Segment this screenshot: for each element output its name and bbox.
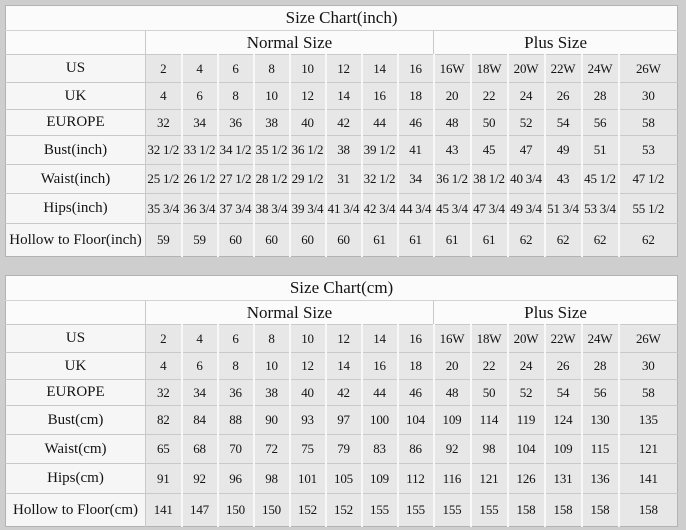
size-cell: 79 <box>326 435 362 464</box>
size-cell: 2 <box>146 325 182 353</box>
size-cell: 26 <box>545 83 582 110</box>
size-cell: 90 <box>254 406 290 435</box>
size-cell: 46 <box>398 380 434 406</box>
size-cell: 59 <box>146 224 182 257</box>
size-cell: 47 3/4 <box>471 194 508 224</box>
group-header-normal-size: Normal Size <box>146 301 434 325</box>
size-cell: 20 <box>434 83 471 110</box>
size-cell: 40 3/4 <box>508 165 545 194</box>
table-row <box>6 224 678 257</box>
size-cell: 10 <box>290 325 326 353</box>
row-label: Waist(inch) <box>6 165 146 194</box>
size-cell: 42 3/4 <box>362 194 398 224</box>
size-cell: 52 <box>508 110 545 136</box>
size-cell: 82 <box>146 406 182 435</box>
size-cell: 109 <box>434 406 471 435</box>
size-cell: 16 <box>362 83 398 110</box>
size-cell: 68 <box>182 435 218 464</box>
size-cell: 53 3/4 <box>582 194 619 224</box>
size-cell: 98 <box>471 435 508 464</box>
size-cell: 54 <box>545 380 582 406</box>
size-cell: 43 <box>545 165 582 194</box>
size-cell: 43 <box>434 136 471 165</box>
size-cell: 61 <box>471 224 508 257</box>
size-cell: 70 <box>218 435 254 464</box>
size-cell: 49 <box>545 136 582 165</box>
size-cell: 52 <box>508 380 545 406</box>
size-cell: 32 1/2 <box>362 165 398 194</box>
size-cell: 16W <box>434 325 471 353</box>
size-cell: 51 <box>582 136 619 165</box>
size-cell: 47 1/2 <box>619 165 678 194</box>
size-cell: 109 <box>545 435 582 464</box>
size-cell: 18W <box>471 325 508 353</box>
size-cell: 34 <box>182 380 218 406</box>
size-cell: 60 <box>326 224 362 257</box>
size-cell: 42 <box>326 110 362 136</box>
table-row <box>6 494 678 527</box>
size-cell: 50 <box>471 380 508 406</box>
size-cell: 18 <box>398 353 434 380</box>
size-cell: 65 <box>146 435 182 464</box>
size-cell: 56 <box>582 380 619 406</box>
size-cell: 22W <box>545 55 582 83</box>
size-cell: 54 <box>545 110 582 136</box>
table-row <box>6 325 678 353</box>
size-cell: 98 <box>254 464 290 494</box>
size-cell: 22W <box>545 325 582 353</box>
size-cell: 6 <box>182 353 218 380</box>
size-cell: 41 3/4 <box>326 194 362 224</box>
size-cell: 48 <box>434 380 471 406</box>
size-cell: 28 <box>582 83 619 110</box>
table-row <box>6 353 678 380</box>
size-cell: 26W <box>619 55 678 83</box>
size-cell: 36 1/2 <box>290 136 326 165</box>
table-row <box>6 380 678 406</box>
corner-cell <box>6 301 146 325</box>
size-cell: 4 <box>182 325 218 353</box>
size-cell: 12 <box>326 55 362 83</box>
size-cell: 150 <box>254 494 290 527</box>
size-cell: 26 1/2 <box>182 165 218 194</box>
size-cell: 38 <box>326 136 362 165</box>
size-cell: 60 <box>290 224 326 257</box>
row-label: Hollow to Floor(inch) <box>6 224 146 257</box>
size-cell: 20W <box>508 325 545 353</box>
size-cell: 59 <box>182 224 218 257</box>
size-cell: 37 3/4 <box>218 194 254 224</box>
size-cell: 38 <box>254 380 290 406</box>
size-cell: 155 <box>434 494 471 527</box>
size-cell: 33 1/2 <box>182 136 218 165</box>
size-cell: 100 <box>362 406 398 435</box>
size-cell: 62 <box>545 224 582 257</box>
size-cell: 109 <box>362 464 398 494</box>
size-cell: 8 <box>218 353 254 380</box>
size-cell: 152 <box>290 494 326 527</box>
size-cell: 155 <box>471 494 508 527</box>
row-label: UK <box>6 83 146 110</box>
size-cell: 104 <box>508 435 545 464</box>
size-cell: 101 <box>290 464 326 494</box>
size-cell: 92 <box>182 464 218 494</box>
size-cell: 32 <box>146 110 182 136</box>
size-cell: 45 1/2 <box>582 165 619 194</box>
size-cell: 115 <box>582 435 619 464</box>
size-cell: 8 <box>254 55 290 83</box>
table-title: Size Chart(cm) <box>6 276 678 301</box>
size-cell: 31 <box>326 165 362 194</box>
table-row <box>6 194 678 224</box>
size-cell: 83 <box>362 435 398 464</box>
table-row <box>6 435 678 464</box>
size-cell: 105 <box>326 464 362 494</box>
table-row <box>6 464 678 494</box>
size-cell: 44 <box>362 110 398 136</box>
size-cell: 61 <box>398 224 434 257</box>
size-cell: 96 <box>218 464 254 494</box>
row-label: UK <box>6 353 146 380</box>
row-label: Bust(inch) <box>6 136 146 165</box>
size-cell: 35 1/2 <box>254 136 290 165</box>
size-cell: 26 <box>545 353 582 380</box>
size-cell: 47 <box>508 136 545 165</box>
size-cell: 22 <box>471 353 508 380</box>
table-row <box>6 55 678 83</box>
size-chart-cm-table <box>5 275 678 527</box>
size-cell: 60 <box>254 224 290 257</box>
table-row <box>6 136 678 165</box>
size-cell: 36 <box>218 380 254 406</box>
size-cell: 45 <box>471 136 508 165</box>
size-cell: 62 <box>582 224 619 257</box>
group-header-plus-size: Plus Size <box>434 31 678 55</box>
row-label: Bust(cm) <box>6 406 146 435</box>
size-cell: 8 <box>254 325 290 353</box>
row-label: EUROPE <box>6 380 146 406</box>
size-cell: 55 1/2 <box>619 194 678 224</box>
size-cell: 42 <box>326 380 362 406</box>
size-cell: 25 1/2 <box>146 165 182 194</box>
size-cell: 36 <box>218 110 254 136</box>
size-cell: 150 <box>218 494 254 527</box>
size-cell: 53 <box>619 136 678 165</box>
size-cell: 28 1/2 <box>254 165 290 194</box>
row-label: Hollow to Floor(cm) <box>6 494 146 527</box>
size-cell: 75 <box>290 435 326 464</box>
size-cell: 16 <box>398 325 434 353</box>
size-cell: 44 <box>362 380 398 406</box>
size-cell: 20 <box>434 353 471 380</box>
size-cell: 10 <box>290 55 326 83</box>
size-cell: 131 <box>545 464 582 494</box>
row-label: Waist(cm) <box>6 435 146 464</box>
corner-cell <box>6 31 146 55</box>
size-cell: 121 <box>471 464 508 494</box>
size-cell: 30 <box>619 353 678 380</box>
row-label: EUROPE <box>6 110 146 136</box>
size-cell: 38 <box>254 110 290 136</box>
size-cell: 72 <box>254 435 290 464</box>
table-row <box>6 165 678 194</box>
size-cell: 27 1/2 <box>218 165 254 194</box>
size-cell: 116 <box>434 464 471 494</box>
size-cell: 2 <box>146 55 182 83</box>
size-cell: 135 <box>619 406 678 435</box>
size-cell: 40 <box>290 380 326 406</box>
group-header-plus-size: Plus Size <box>434 301 678 325</box>
size-cell: 147 <box>182 494 218 527</box>
size-cell: 51 3/4 <box>545 194 582 224</box>
size-cell: 30 <box>619 83 678 110</box>
size-cell: 29 1/2 <box>290 165 326 194</box>
size-cell: 92 <box>434 435 471 464</box>
size-cell: 18W <box>471 55 508 83</box>
size-cell: 158 <box>508 494 545 527</box>
row-label: Hips(cm) <box>6 464 146 494</box>
size-cell: 158 <box>582 494 619 527</box>
size-cell: 24W <box>582 325 619 353</box>
row-label: US <box>6 55 146 83</box>
size-cell: 141 <box>146 494 182 527</box>
size-cell: 58 <box>619 110 678 136</box>
size-cell: 34 1/2 <box>218 136 254 165</box>
size-cell: 6 <box>218 325 254 353</box>
size-cell: 12 <box>326 325 362 353</box>
size-cell: 38 3/4 <box>254 194 290 224</box>
size-cell: 88 <box>218 406 254 435</box>
size-cell: 24 <box>508 83 545 110</box>
table-title: Size Chart(inch) <box>6 6 678 31</box>
size-cell: 39 1/2 <box>362 136 398 165</box>
size-cell: 14 <box>362 325 398 353</box>
size-cell: 20W <box>508 55 545 83</box>
size-cell: 46 <box>398 110 434 136</box>
size-cell: 16 <box>398 55 434 83</box>
size-cell: 121 <box>619 435 678 464</box>
size-cell: 114 <box>471 406 508 435</box>
group-header-normal-size: Normal Size <box>146 31 434 55</box>
size-cell: 35 3/4 <box>146 194 182 224</box>
size-cell: 22 <box>471 83 508 110</box>
size-cell: 36 3/4 <box>182 194 218 224</box>
size-cell: 45 3/4 <box>434 194 471 224</box>
table-row <box>6 110 678 136</box>
size-cell: 12 <box>290 353 326 380</box>
size-cell: 41 <box>398 136 434 165</box>
size-cell: 50 <box>471 110 508 136</box>
size-cell: 36 1/2 <box>434 165 471 194</box>
row-label: US <box>6 325 146 353</box>
size-cell: 104 <box>398 406 434 435</box>
size-cell: 97 <box>326 406 362 435</box>
size-cell: 8 <box>218 83 254 110</box>
size-cell: 24W <box>582 55 619 83</box>
size-cell: 40 <box>290 110 326 136</box>
size-cell: 4 <box>146 83 182 110</box>
size-cell: 34 <box>398 165 434 194</box>
size-cell: 126 <box>508 464 545 494</box>
size-cell: 18 <box>398 83 434 110</box>
size-chart-inch-table <box>5 5 678 257</box>
size-cell: 28 <box>582 353 619 380</box>
size-cell: 61 <box>434 224 471 257</box>
size-cell: 60 <box>218 224 254 257</box>
size-cell: 48 <box>434 110 471 136</box>
size-cell: 58 <box>619 380 678 406</box>
size-cell: 6 <box>182 83 218 110</box>
size-cell: 10 <box>254 83 290 110</box>
size-cell: 136 <box>582 464 619 494</box>
size-cell: 130 <box>582 406 619 435</box>
size-cell: 38 1/2 <box>471 165 508 194</box>
size-cell: 4 <box>182 55 218 83</box>
size-cell: 124 <box>545 406 582 435</box>
size-cell: 6 <box>218 55 254 83</box>
size-cell: 14 <box>362 55 398 83</box>
size-cell: 10 <box>254 353 290 380</box>
size-cell: 62 <box>508 224 545 257</box>
size-cell: 14 <box>326 353 362 380</box>
size-cell: 24 <box>508 353 545 380</box>
size-cell: 56 <box>582 110 619 136</box>
size-cell: 141 <box>619 464 678 494</box>
table-row <box>6 406 678 435</box>
size-cell: 14 <box>326 83 362 110</box>
size-cell: 119 <box>508 406 545 435</box>
size-cell: 16 <box>362 353 398 380</box>
size-cell: 61 <box>362 224 398 257</box>
size-cell: 91 <box>146 464 182 494</box>
row-label: Hips(inch) <box>6 194 146 224</box>
size-cell: 16W <box>434 55 471 83</box>
size-cell: 49 3/4 <box>508 194 545 224</box>
size-cell: 12 <box>290 83 326 110</box>
size-cell: 86 <box>398 435 434 464</box>
size-cell: 26W <box>619 325 678 353</box>
size-cell: 152 <box>326 494 362 527</box>
size-cell: 44 3/4 <box>398 194 434 224</box>
size-cell: 93 <box>290 406 326 435</box>
size-cell: 112 <box>398 464 434 494</box>
size-cell: 32 <box>146 380 182 406</box>
size-cell: 155 <box>398 494 434 527</box>
size-cell: 158 <box>619 494 678 527</box>
size-cell: 158 <box>545 494 582 527</box>
size-cell: 84 <box>182 406 218 435</box>
size-cell: 32 1/2 <box>146 136 182 165</box>
size-cell: 39 3/4 <box>290 194 326 224</box>
table-row <box>6 83 678 110</box>
size-cell: 155 <box>362 494 398 527</box>
size-cell: 34 <box>182 110 218 136</box>
size-cell: 62 <box>619 224 678 257</box>
size-cell: 4 <box>146 353 182 380</box>
